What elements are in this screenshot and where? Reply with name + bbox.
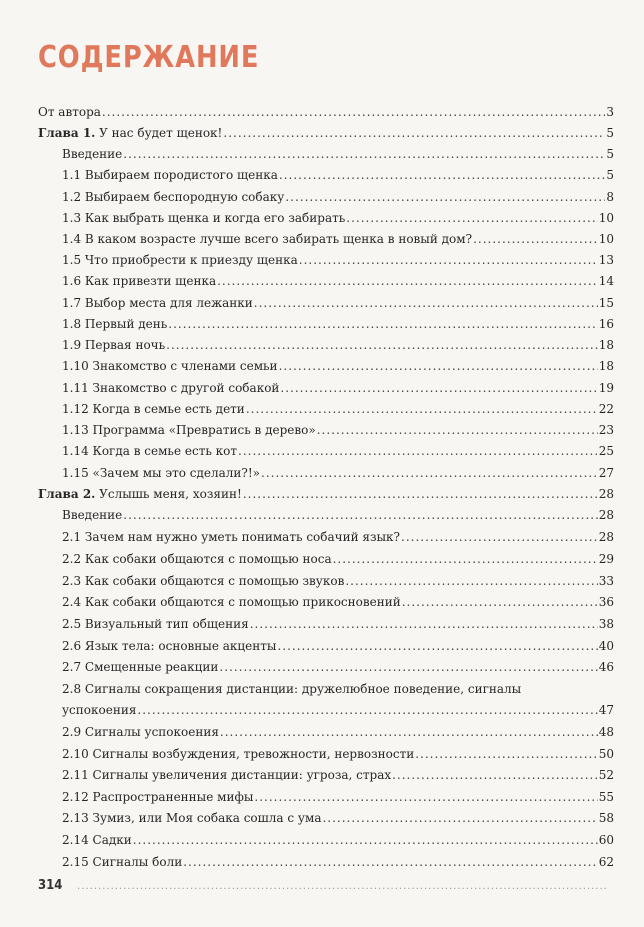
- toc-entry[interactable]: [62, 807, 614, 829]
- toc-entry-label: 1.13 Программа «Превратись в дерево»: [62, 423, 316, 437]
- toc-entry-label: Введение: [62, 508, 123, 522]
- toc-entry-page: 15: [598, 296, 614, 310]
- toc-entry-page: 28: [598, 508, 614, 522]
- toc-entry-label: 2.7 Смещенные реакции: [62, 660, 219, 674]
- toc-entry[interactable]: [62, 656, 614, 678]
- toc-entry-page: 5: [606, 168, 614, 182]
- toc-entry-page: 40: [598, 639, 614, 653]
- toc-entry-label: 1.14 Когда в семье есть кот: [62, 444, 238, 458]
- toc-entry-label: 1.4 В каком возрасте лучше всего забирать щенка в новый дом?: [62, 232, 473, 246]
- toc-entry[interactable]: [62, 851, 614, 873]
- toc-entry[interactable]: [62, 228, 614, 250]
- toc-entry-label: 2.12 Распространенные мифы: [62, 790, 254, 804]
- page-title: СОДЕРЖАНИЕ: [38, 40, 260, 75]
- toc-entry-label: 1.15 «Зачем мы это сделали?!»: [62, 466, 260, 480]
- toc-entry-label: 2.13 Зумиз, или Моя собака сошла с ума: [62, 811, 322, 825]
- toc-entry[interactable]: [62, 591, 614, 613]
- toc-entry-page: 33: [598, 574, 614, 588]
- toc-chapter-number: Глава 2.: [38, 487, 96, 501]
- toc-entry-page: 36: [598, 595, 614, 609]
- toc-entry[interactable]: [62, 334, 614, 356]
- toc-entry[interactable]: [38, 101, 614, 123]
- toc-entry-page: 8: [606, 190, 614, 204]
- footer-dotted-rule: [77, 881, 608, 892]
- toc-entry-label: 2.10 Сигналы возбуждения, тревожности, нервозности: [62, 747, 415, 761]
- toc-entry-page: 22: [598, 402, 614, 416]
- toc-entry-page: 38: [598, 617, 614, 631]
- toc-entry[interactable]: [62, 721, 614, 743]
- toc-entry-page: 27: [598, 466, 614, 480]
- toc-entry[interactable]: [62, 526, 614, 548]
- toc-entry-label: 1.3 Как выбрать щенка и когда его забирать: [62, 211, 346, 225]
- toc-entry-page: 10: [598, 211, 614, 225]
- toc-entry[interactable]: [62, 635, 614, 657]
- toc-entry-page: 62: [598, 855, 614, 869]
- toc-entry[interactable]: [62, 249, 614, 271]
- page-number: 314: [38, 878, 63, 893]
- page-footer: [38, 878, 608, 898]
- toc-entry-label: Услышь меня, хозяин!: [99, 487, 242, 501]
- toc-entry[interactable]: [62, 270, 614, 292]
- toc-entry-label: У нас будет щенок!: [99, 126, 223, 140]
- toc-entry-page: 5: [606, 147, 614, 161]
- toc-entry-label: 2.6 Язык тела: основные акценты: [62, 639, 277, 653]
- toc-entry-label: 1.1 Выбираем породистого щенка: [62, 168, 278, 182]
- toc-chapter-number: Глава 1.: [38, 126, 96, 140]
- toc-entry-page: 60: [598, 833, 614, 847]
- toc-entry[interactable]: [62, 164, 614, 186]
- toc-entry-label: 2.15 Сигналы боли: [62, 855, 183, 869]
- toc-entry-page: 50: [598, 747, 614, 761]
- toc-entry[interactable]: [62, 377, 614, 399]
- toc-entry[interactable]: [62, 743, 614, 765]
- toc-entry-label: 1.5 Что приобрести к приезду щенка: [62, 253, 298, 267]
- toc-entry[interactable]: [62, 548, 614, 570]
- toc-entry-page: 29: [598, 552, 614, 566]
- toc-entry-label: 1.2 Выбираем беспородную собаку: [62, 190, 285, 204]
- toc-entry-page: 5: [606, 126, 614, 140]
- toc-entry-page: 58: [598, 811, 614, 825]
- toc-entry[interactable]: [62, 504, 614, 526]
- toc-entry-label: 2.9 Сигналы успокоения: [62, 725, 219, 739]
- toc-entry-label: От автора: [38, 105, 101, 119]
- toc-chapter-entry[interactable]: [38, 122, 614, 144]
- toc-entry-label-continued: успокоения: [62, 703, 137, 717]
- toc-entry[interactable]: [62, 186, 614, 208]
- toc-entry-label: 2.11 Сигналы увеличения дистанции: угроза, страх: [62, 768, 392, 782]
- toc-entry-page: 28: [598, 487, 614, 501]
- toc-entry[interactable]: [62, 786, 614, 808]
- toc-entry-multiline[interactable]: [62, 678, 614, 700]
- toc-entry-page: 47: [598, 703, 614, 717]
- toc-entry-page: 19: [598, 381, 614, 395]
- toc-entry[interactable]: [62, 440, 614, 462]
- toc-entry-label: 2.4 Как собаки общаются с помощью прикосновений: [62, 595, 401, 609]
- toc-entry-page: 55: [598, 790, 614, 804]
- toc-entry[interactable]: [62, 462, 614, 484]
- toc-entry-label: 1.9 Первая ночь: [62, 338, 166, 352]
- toc-entry-page: 10: [598, 232, 614, 246]
- toc-entry-label: 2.2 Как собаки общаются с помощью носа: [62, 552, 332, 566]
- toc-entry-label: 1.8 Первый день: [62, 317, 168, 331]
- toc-entry-page: 28: [598, 530, 614, 544]
- toc-entry-page: 48: [598, 725, 614, 739]
- toc-entry[interactable]: [62, 313, 614, 335]
- toc-entry-label: 2.5 Визуальный тип общения: [62, 617, 249, 631]
- toc-entry-label: 1.6 Как привезти щенка: [62, 274, 217, 288]
- toc-entry-label: 2.8 Сигналы сокращения дистанции: дружелюбное поведение, сигналы: [62, 682, 522, 696]
- toc-entry[interactable]: [62, 398, 614, 420]
- toc-entry-page: 14: [598, 274, 614, 288]
- toc-entry-page: 13: [598, 253, 614, 267]
- toc-entry-label: 1.11 Знакомство с другой собакой: [62, 381, 280, 395]
- toc-entry-label: 2.14 Садки: [62, 833, 132, 847]
- toc-entry-continuation[interactable]: [62, 699, 614, 721]
- toc-entry-label: 2.3 Как собаки общаются с помощью звуков: [62, 574, 345, 588]
- toc-entry-label: Введение: [62, 147, 123, 161]
- toc-entry[interactable]: [62, 419, 614, 441]
- toc-entry[interactable]: [62, 613, 614, 635]
- toc-entry-label: 1.7 Выбор места для лежанки: [62, 296, 253, 310]
- toc-entry[interactable]: [62, 829, 614, 851]
- toc-entry-page: 18: [598, 338, 614, 352]
- toc-entry-page: 23: [598, 423, 614, 437]
- toc-entry-page: 16: [598, 317, 614, 331]
- toc-entry-label: 1.12 Когда в семье есть дети: [62, 402, 245, 416]
- toc-entry[interactable]: [62, 570, 614, 592]
- toc-entry[interactable]: [62, 764, 614, 786]
- toc-entry[interactable]: [62, 143, 614, 165]
- toc-entry-page: 25: [598, 444, 614, 458]
- toc-entry[interactable]: [62, 292, 614, 314]
- toc-entry-page: 46: [598, 660, 614, 674]
- toc-entry-page: 52: [598, 768, 614, 782]
- toc-entry-page: 3: [606, 105, 614, 119]
- toc-chapter-entry[interactable]: [38, 483, 614, 505]
- toc-entry-label: 1.10 Знакомство с членами семьи: [62, 359, 278, 373]
- toc-entry-page: 18: [598, 359, 614, 373]
- toc-entry[interactable]: [62, 207, 614, 229]
- toc-entry[interactable]: [62, 355, 614, 377]
- toc-entry-label: 2.1 Зачем нам нужно уметь понимать собачий язык?: [62, 530, 400, 544]
